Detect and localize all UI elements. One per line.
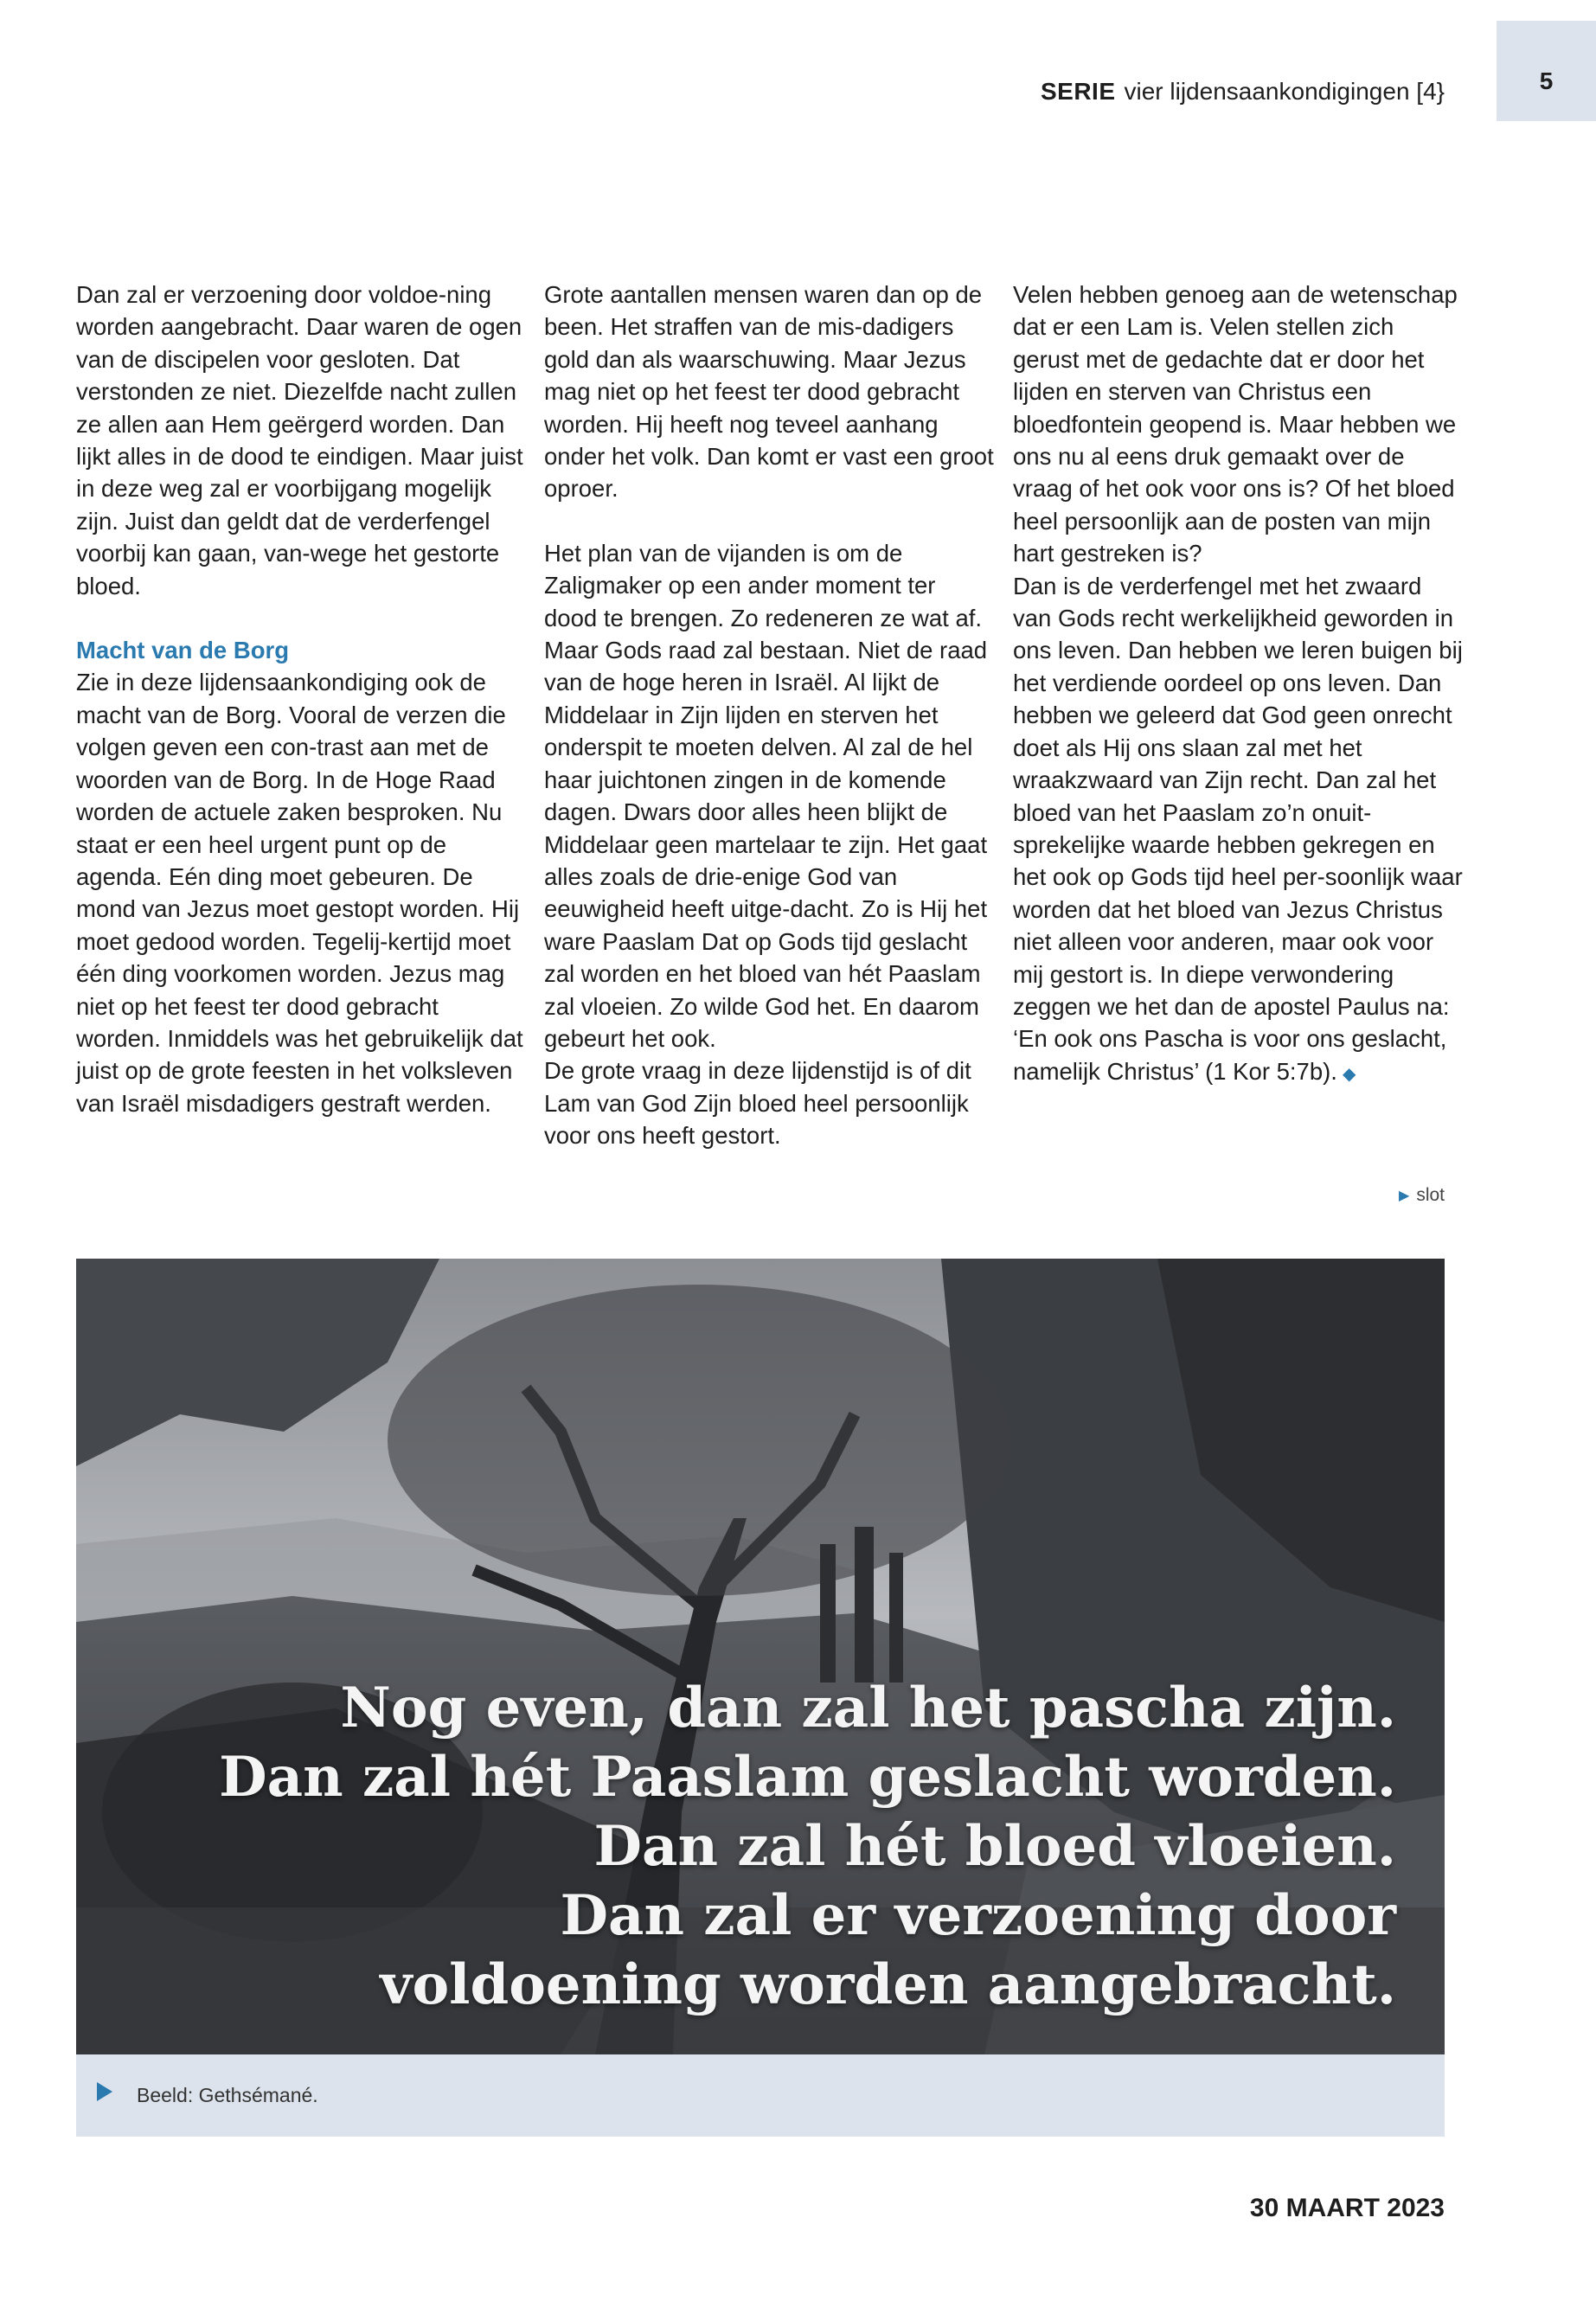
paragraph — [1013, 570, 1463, 1092]
paragraph: Het plan van de vijanden is om de Zaligmaker op een ander moment ter dood te brengen. Zo redeneren ze wat af. Maar Gods raad zal bestaan. Niet de raad van de hoge heren in Israël. Al lijkt de Middelaar in Zijn lijden en sterven het onderspit te moeten delven. Al zal de hel haar juichtonen zingen in de komende dagen. Dwars door alles heen blijkt de Middelaar geen martelaar te zijn. Het gaat alles zoals de drie-enige God van eeuwigheid heeft uitge-dacht. Zo is Hij het ware Paaslam Dat op Gods tijd geslacht zal worden en het bloed van hét Paaslam zal vloeien. Zo wilde God het. En daarom gebeurt het ook. — [544, 539, 988, 1052]
issue-date: 30 MAART 2023 — [1249, 2194, 1445, 2222]
slot-label: slot — [1416, 1185, 1445, 1205]
paragraph: Zie in deze lijdensaankondiging ook de macht van de Borg. Vooral de verzen die volgen geven een con-trast aan met de woorden van de Borg. In de Hoge Raad worden de actuele zaken besproken. Nu staat er een heel urgent punt op de agenda. Eén ding moet gebeuren. De mond van Jezus moet gestopt worden. Hij moet gedood worden. Tegelij-kertijd moet één ding voorkomen worden. Jezus mag niet op het feest ter dood gebracht worden. Inmiddels was het gebruikelijk dat juist op de grote feesten in het volksleven van Israël misdadigers gestraft werden. — [76, 669, 523, 1117]
paragraph: Dan zal er verzoening door voldoe-ning worden aangebracht. Daar waren de ogen van de discipelen voor gesloten. Dat verstonden ze niet. Diezelfde nacht zullen ze allen aan Hem geërgerd worden. Dan lijkt alles in de dood te eindigen. Maar juist in deze weg zal er voorbijgang mogelijk zijn. Juist dan geldt dat de verderfengel voorbij kan gaan, van-wege het gestorte bloed. — [76, 281, 523, 599]
photo-caption: Beeld: Gethsémané. — [137, 2084, 318, 2106]
column-2 — [544, 279, 994, 1152]
running-header — [1041, 78, 1445, 106]
subheading: Macht van de Borg — [76, 637, 290, 664]
paragraph: Velen hebben genoeg aan de wetenschap dat er een Lam is. Velen stellen zich gerust met de gedachte dat er door het lijden en sterven van Christus een bloedfontein geopend is. Maar hebben we ons nu al eens druk gemaakt over de vraag of het ook voor ons is? Of het bloed heel persoonlijk aan de posten van mijn hart gestreken is? — [1013, 281, 1458, 567]
paragraph-text: Dan is de verderfengel met het zwaard van Gods recht werkelijkheid geworden in ons leven. Dan hebben we leren buigen bij het verdiende oordeel op ons leven. Dan hebben we geleerd dat God geen onrecht doet als Hij ons slaan zal met het wraakzwaard van Zijn recht. Dan zal het bloed van het Paaslam zo’n onuit-sprekelijke waarde hebben gekregen en het ook op Gods tijd heel per-soonlijk waar worden dat het bloed van Jezus Christus niet alleen voor anderen, maar ook voor mij gestort is. In diepe verwondering zeggen we het dan de apostel Paulus na: ‘En ook ons Pascha is voor ons geslacht, namelijk Christus’ (1 Kor 5:7b). — [1013, 572, 1463, 1085]
page-number: 5 — [1539, 67, 1554, 94]
series-label: SERIE — [1040, 78, 1116, 105]
quote-line: Nog even, dan zal het pascha zijn. — [340, 1676, 1396, 1740]
quote-line: Dan zal er verzoening door — [560, 1883, 1396, 1948]
pull-quote — [219, 1674, 1396, 2020]
photo-gethsemane — [76, 1259, 1445, 2054]
quote-line: voldoening worden aangebracht. — [380, 1952, 1396, 2017]
end-of-article-diamond-icon: ◆ — [1342, 1064, 1356, 1084]
article-body — [76, 279, 1463, 1213]
column-3 — [1013, 279, 1463, 1091]
paragraph: De grote vraag in deze lijdenstijd is of dit Lam van God Zijn bloed heel persoonlijk voor ons heeft gestort. — [544, 1057, 971, 1150]
column-1 — [76, 279, 526, 1119]
photo-caption-bar — [76, 2054, 1445, 2137]
continuation-marker — [1399, 1185, 1445, 1206]
caption-triangle-icon — [97, 2082, 112, 2101]
quote-line: Dan zal hét bloed vloeien. — [593, 1814, 1396, 1879]
series-title: vier lijdensaankondigingen [4} — [1124, 78, 1445, 105]
quote-line: Dan zal hét Paaslam geslacht worden. — [219, 1745, 1396, 1810]
play-triangle-icon: ▶ — [1399, 1189, 1410, 1203]
paragraph: Grote aantallen mensen waren dan op de been. Het straffen van de mis-dadigers gold dan als waarschuwing. Maar Jezus mag niet op het feest ter dood gebracht worden. Hij heeft nog teveel aanhang onder het volk. Dan komt er vast een groot oproer. — [544, 281, 994, 503]
page-number-tab — [1497, 21, 1596, 121]
